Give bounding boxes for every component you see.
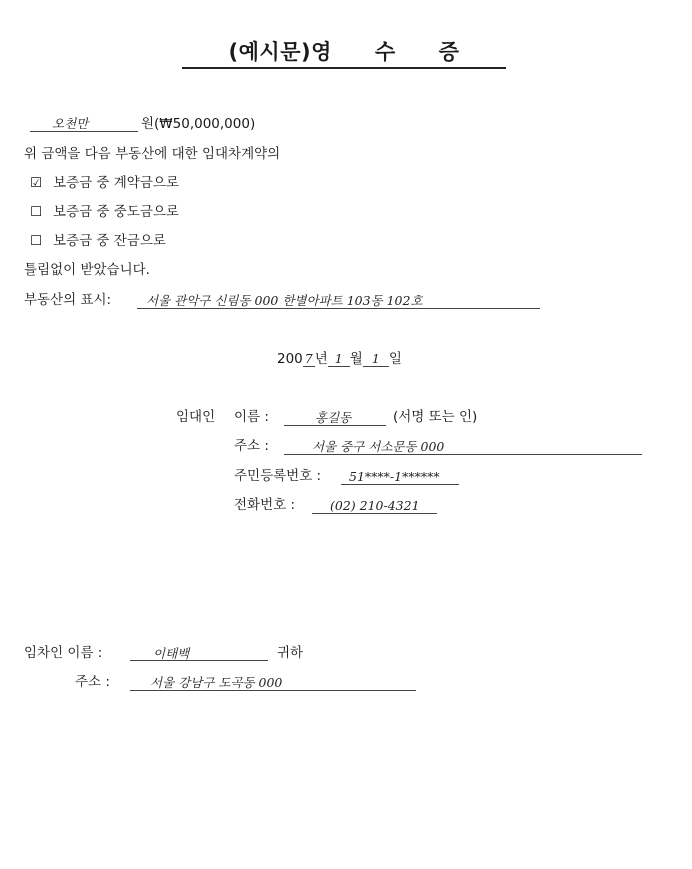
checkbox-empty-icon: ☐ — [30, 233, 43, 249]
date-day-unit: 일 — [388, 351, 402, 367]
landlord-id-underline — [341, 484, 459, 485]
amount-handwritten: 오천만 — [52, 116, 89, 131]
date-day: 1 — [363, 351, 389, 367]
landlord-name-label: 이름 : — [234, 409, 269, 425]
landlord-id-value: 51****-1****** — [349, 469, 440, 484]
landlord-sign-note: (서명 또는 인) — [393, 409, 478, 425]
document-title: (예시문)영 수 증 — [228, 40, 460, 64]
amount-printed: 원(₩50,000,000) — [141, 116, 256, 132]
landlord-name-value: 홍길동 — [315, 410, 352, 425]
landlord-address-value: 서울 중구 서소문동 000 — [312, 439, 445, 454]
landlord-phone-underline — [312, 513, 437, 514]
landlord-role: 임대인 — [176, 409, 216, 425]
property-label: 부동산의 표시: — [24, 292, 112, 308]
landlord-name-underline — [284, 425, 386, 426]
property-value: 서울 관악구 신림동 000 한별아파트 103동 102호 — [146, 293, 423, 308]
date-month: 1 — [328, 351, 350, 367]
landlord-id-label: 주민등록번호 : — [234, 468, 322, 484]
tenant-address-label: 주소 : — [75, 674, 110, 690]
tenant-name-underline — [130, 660, 268, 661]
option-middle-payment — [30, 204, 179, 220]
date-year-unit: 년 — [314, 351, 328, 367]
date-month-unit: 월 — [349, 351, 363, 367]
landlord-address-label: 주소 : — [234, 438, 269, 454]
tenant-address-underline — [130, 690, 416, 691]
property-underline — [137, 308, 540, 309]
title-underline — [182, 67, 506, 69]
tenant-address-value: 서울 강남구 도곡동 000 — [150, 675, 283, 690]
date-line — [277, 351, 402, 367]
option-balance — [30, 233, 166, 249]
date-prefix: 200 — [277, 351, 303, 367]
amount-underline — [30, 131, 138, 132]
intro-text: 위 금액을 다음 부동산에 대한 임대차계약의 — [24, 146, 281, 162]
checkbox-checked-icon: ☑ — [30, 175, 43, 191]
option-label: 보증금 중 계약금으로 — [53, 175, 179, 191]
checkbox-empty-icon: ☐ — [30, 204, 43, 220]
option-label: 보증금 중 중도금으로 — [53, 204, 179, 220]
landlord-address-underline — [284, 454, 642, 455]
landlord-phone-label: 전화번호 : — [234, 497, 296, 513]
received-text: 틀림없이 받았습니다. — [24, 262, 150, 278]
date-year-digit: 7 — [304, 351, 313, 366]
tenant-name-label: 임차인 이름 : — [24, 645, 103, 661]
tenant-honorific: 귀하 — [277, 645, 304, 661]
tenant-name-value: 이태백 — [153, 646, 190, 661]
option-contract-deposit — [30, 175, 179, 191]
option-label: 보증금 중 잔금으로 — [53, 233, 166, 249]
landlord-phone-value: (02) 210-4321 — [330, 498, 420, 513]
